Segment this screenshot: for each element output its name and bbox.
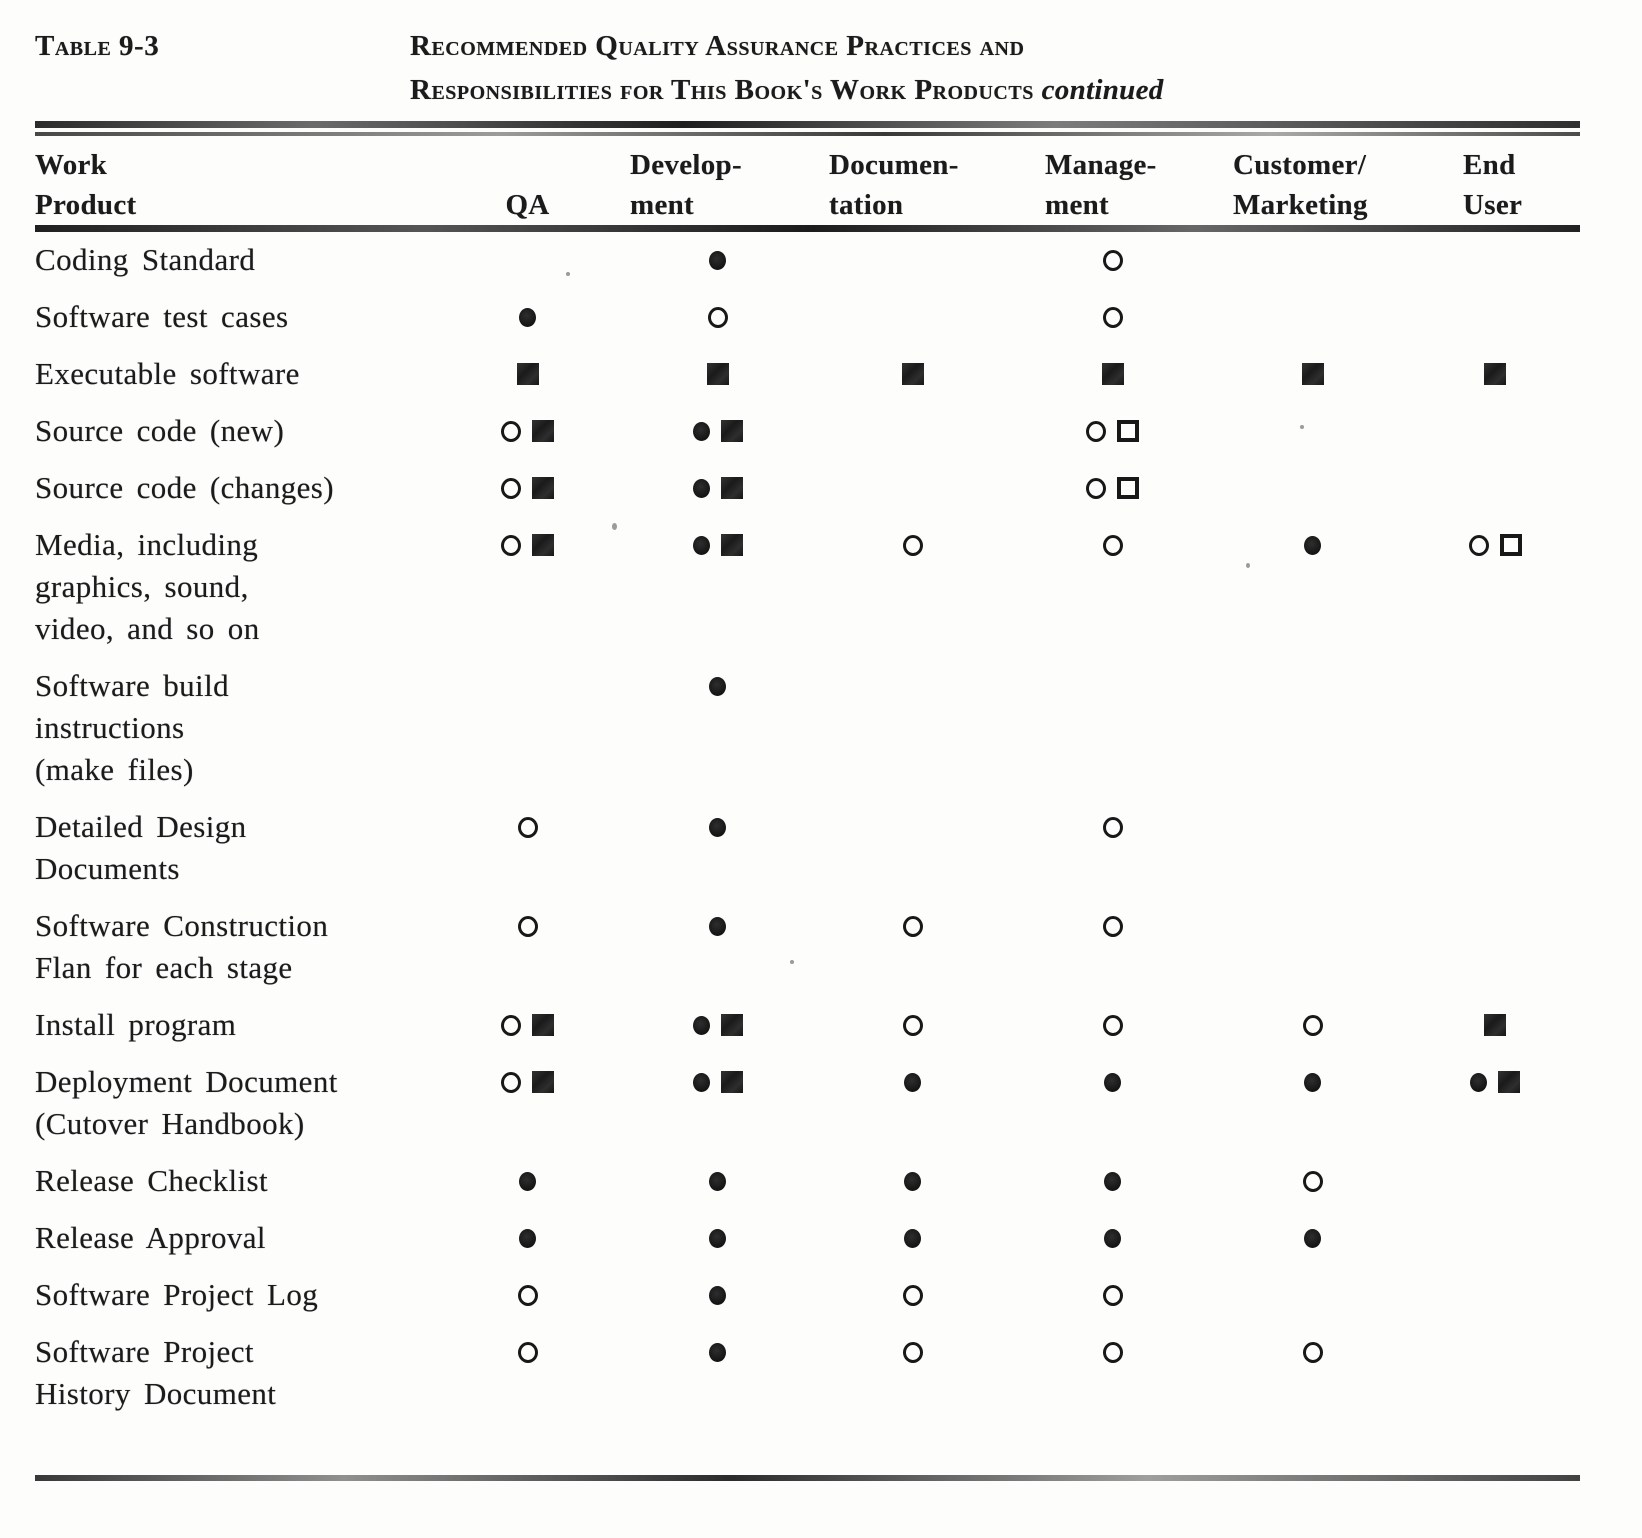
cell-end_user xyxy=(1410,353,1580,395)
cell-qa xyxy=(435,1004,620,1046)
cell-end_user xyxy=(1410,524,1580,566)
work-product-label-line: Detailed Design xyxy=(35,809,247,844)
table-row xyxy=(35,905,1580,989)
work-product-label xyxy=(35,296,435,338)
work-product-label xyxy=(35,1061,435,1145)
work-product-label xyxy=(35,467,435,509)
filled-square-symbol xyxy=(517,363,539,385)
cell-development xyxy=(620,1217,815,1259)
filled-circle-symbol xyxy=(709,1229,726,1248)
cell-management xyxy=(1010,806,1215,848)
work-product-label-line: Coding Standard xyxy=(35,242,256,277)
cell-customer_marketing xyxy=(1215,467,1410,509)
work-product-label xyxy=(35,1217,435,1259)
open-circle-symbol xyxy=(1303,1171,1323,1192)
filled-circle-symbol xyxy=(709,917,726,936)
cell-management xyxy=(1010,1061,1215,1103)
column-header-line: Develop- xyxy=(630,149,742,181)
cell-end_user xyxy=(1410,665,1580,707)
filled-circle-symbol xyxy=(1104,1229,1121,1248)
open-circle-symbol xyxy=(518,817,538,838)
work-product-label xyxy=(35,524,435,650)
table-row xyxy=(35,1217,1580,1259)
work-product-label-line: Software build xyxy=(35,668,229,703)
open-circle-symbol xyxy=(501,1015,521,1036)
cell-qa xyxy=(435,665,620,707)
work-product-label-line: Software Construction xyxy=(35,908,329,943)
cell-end_user xyxy=(1410,467,1580,509)
cell-qa xyxy=(435,410,620,452)
work-product-label-line: Deployment Document xyxy=(35,1064,338,1099)
cell-documentation xyxy=(815,1160,1010,1202)
table-row xyxy=(35,296,1580,338)
work-product-label-line: History Document xyxy=(35,1376,277,1411)
open-circle-symbol xyxy=(1103,250,1123,271)
cell-documentation xyxy=(815,1004,1010,1046)
cell-documentation xyxy=(815,524,1010,566)
open-circle-symbol xyxy=(501,421,521,442)
cell-end_user xyxy=(1410,1217,1580,1259)
table-row xyxy=(35,353,1580,395)
filled-circle-symbol xyxy=(1470,1073,1487,1092)
open-circle-symbol xyxy=(518,1342,538,1363)
cell-customer_marketing xyxy=(1215,410,1410,452)
cell-documentation xyxy=(815,806,1010,848)
cell-documentation xyxy=(815,1274,1010,1316)
cell-qa xyxy=(435,467,620,509)
filled-square-symbol xyxy=(707,363,729,385)
work-product-label xyxy=(35,353,435,395)
scan-speck xyxy=(1246,563,1250,568)
filled-circle-symbol xyxy=(519,308,536,327)
cell-customer_marketing xyxy=(1215,1331,1410,1373)
filled-square-symbol xyxy=(532,1014,554,1036)
work-product-label xyxy=(35,1331,435,1415)
cell-management xyxy=(1010,905,1215,947)
work-product-label-line: Media, including xyxy=(35,527,259,562)
column-header-qa xyxy=(435,145,620,225)
filled-circle-symbol xyxy=(709,818,726,837)
cell-customer_marketing xyxy=(1215,905,1410,947)
cell-management xyxy=(1010,1331,1215,1373)
scan-speck xyxy=(566,272,570,276)
open-circle-symbol xyxy=(903,1342,923,1363)
top-double-rule-lower xyxy=(35,132,1580,136)
cell-management xyxy=(1010,665,1215,707)
cell-qa xyxy=(435,1331,620,1373)
cell-end_user xyxy=(1410,1274,1580,1316)
cell-documentation xyxy=(815,239,1010,281)
filled-square-symbol xyxy=(1484,1014,1506,1036)
open-circle-symbol xyxy=(1469,535,1489,556)
work-product-label-line: Software Project Log xyxy=(35,1277,319,1312)
open-circle-symbol xyxy=(903,535,923,556)
work-product-label-line: graphics, sound, xyxy=(35,569,249,604)
open-circle-symbol xyxy=(1103,307,1123,328)
cell-documentation xyxy=(815,1331,1010,1373)
table-row xyxy=(35,1160,1580,1202)
table-number-label: Table 9-3 xyxy=(35,30,160,62)
filled-circle-symbol xyxy=(1104,1073,1121,1092)
cell-development xyxy=(620,1061,815,1103)
cell-end_user xyxy=(1410,1061,1580,1103)
column-header-line: Customer/ xyxy=(1233,149,1367,181)
filled-circle-symbol xyxy=(693,1073,710,1092)
open-circle-symbol xyxy=(501,1072,521,1093)
cell-management xyxy=(1010,410,1215,452)
open-circle-symbol xyxy=(1103,535,1123,556)
filled-circle-symbol xyxy=(709,1286,726,1305)
work-product-label-line: Release Approval xyxy=(35,1220,266,1255)
work-product-label-line: Software test cases xyxy=(35,299,289,334)
table-row xyxy=(35,665,1580,791)
cell-documentation xyxy=(815,1217,1010,1259)
table-title-continued: continued xyxy=(1041,74,1164,106)
cell-development xyxy=(620,905,815,947)
table-row xyxy=(35,1274,1580,1316)
cell-development xyxy=(620,1004,815,1046)
cell-qa xyxy=(435,1160,620,1202)
open-circle-symbol xyxy=(1303,1015,1323,1036)
work-product-label-line: video, and so on xyxy=(35,611,260,646)
column-header-line: ment xyxy=(630,189,695,221)
cell-qa xyxy=(435,806,620,848)
cell-customer_marketing xyxy=(1215,296,1410,338)
table-header-row xyxy=(35,145,1580,225)
cell-qa xyxy=(435,239,620,281)
cell-management xyxy=(1010,467,1215,509)
filled-square-symbol xyxy=(721,534,743,556)
open-circle-symbol xyxy=(1103,1285,1123,1306)
cell-customer_marketing xyxy=(1215,353,1410,395)
cell-development xyxy=(620,296,815,338)
cell-end_user xyxy=(1410,806,1580,848)
work-product-label-line: Release Checklist xyxy=(35,1163,269,1198)
scan-speck xyxy=(1300,425,1304,429)
table-title-line1: Recommended Quality Assurance Practices and xyxy=(410,30,1025,62)
filled-square-symbol xyxy=(1102,363,1124,385)
column-header-line: End xyxy=(1463,149,1516,181)
table-row xyxy=(35,410,1580,452)
table-bottom-rule xyxy=(35,1475,1580,1481)
scan-speck xyxy=(612,523,617,530)
cell-management xyxy=(1010,239,1215,281)
open-circle-symbol xyxy=(903,1285,923,1306)
filled-circle-symbol xyxy=(904,1073,921,1092)
work-product-label-line: Executable software xyxy=(35,356,300,391)
open-square-symbol xyxy=(1500,534,1522,556)
cell-development xyxy=(620,1331,815,1373)
column-header-line: User xyxy=(1463,189,1523,221)
column-header-line: QA xyxy=(505,189,550,221)
cell-customer_marketing xyxy=(1215,1004,1410,1046)
column-header-documentation xyxy=(815,145,1010,225)
cell-customer_marketing xyxy=(1215,524,1410,566)
filled-circle-symbol xyxy=(693,422,710,441)
cell-qa xyxy=(435,524,620,566)
open-circle-symbol xyxy=(501,478,521,499)
work-product-label xyxy=(35,1160,435,1202)
open-circle-symbol xyxy=(518,916,538,937)
cell-qa xyxy=(435,1274,620,1316)
cell-development xyxy=(620,239,815,281)
filled-circle-symbol xyxy=(904,1172,921,1191)
table-row xyxy=(35,1331,1580,1415)
filled-circle-symbol xyxy=(1304,1073,1321,1092)
cell-customer_marketing xyxy=(1215,239,1410,281)
open-circle-symbol xyxy=(1086,421,1106,442)
open-circle-symbol xyxy=(1103,916,1123,937)
filled-circle-symbol xyxy=(519,1229,536,1248)
cell-development xyxy=(620,467,815,509)
open-circle-symbol xyxy=(1303,1342,1323,1363)
cell-development xyxy=(620,806,815,848)
open-square-symbol xyxy=(1117,477,1139,499)
work-product-label-line: Documents xyxy=(35,851,180,886)
filled-circle-symbol xyxy=(1104,1172,1121,1191)
column-header-end_user xyxy=(1410,145,1580,225)
work-product-label-line: Software Project xyxy=(35,1334,254,1369)
cell-end_user xyxy=(1410,410,1580,452)
cell-customer_marketing xyxy=(1215,1274,1410,1316)
column-header-line: Marketing xyxy=(1233,189,1368,221)
table-row xyxy=(35,806,1580,890)
cell-documentation xyxy=(815,1061,1010,1103)
cell-development xyxy=(620,353,815,395)
filled-circle-symbol xyxy=(709,1343,726,1362)
work-product-label xyxy=(35,1274,435,1316)
cell-management xyxy=(1010,1004,1215,1046)
table-title-line2-wrap xyxy=(410,68,1164,112)
open-square-symbol xyxy=(1117,420,1139,442)
column-header-line: Work xyxy=(35,149,108,181)
filled-circle-symbol xyxy=(709,1172,726,1191)
filled-circle-symbol xyxy=(519,1172,536,1191)
cell-documentation xyxy=(815,353,1010,395)
cell-end_user xyxy=(1410,1160,1580,1202)
open-circle-symbol xyxy=(708,307,728,328)
work-product-label-line: Source code (new) xyxy=(35,413,285,448)
column-header-line: tation xyxy=(829,189,904,221)
header-bottom-rule xyxy=(35,225,1580,232)
column-header-line: Manage- xyxy=(1045,149,1157,181)
filled-square-symbol xyxy=(532,420,554,442)
table-row xyxy=(35,1061,1580,1145)
cell-development xyxy=(620,410,815,452)
cell-development xyxy=(620,665,815,707)
column-header-line: Product xyxy=(35,189,137,221)
filled-square-symbol xyxy=(1484,363,1506,385)
filled-square-symbol xyxy=(1498,1071,1520,1093)
cell-qa xyxy=(435,296,620,338)
work-product-label-line: Install program xyxy=(35,1007,237,1042)
filled-square-symbol xyxy=(532,1071,554,1093)
cell-end_user xyxy=(1410,1004,1580,1046)
open-circle-symbol xyxy=(903,1015,923,1036)
work-product-label xyxy=(35,1004,435,1046)
column-header-work_product xyxy=(35,145,435,225)
cell-qa xyxy=(435,1061,620,1103)
column-header-customer_marketing xyxy=(1215,145,1410,225)
column-header-line: Documen- xyxy=(829,149,959,181)
filled-circle-symbol xyxy=(709,677,726,696)
cell-development xyxy=(620,524,815,566)
cell-qa xyxy=(435,905,620,947)
table-caption xyxy=(0,0,1642,112)
column-header-development xyxy=(620,145,815,225)
filled-square-symbol xyxy=(721,1071,743,1093)
filled-circle-symbol xyxy=(693,479,710,498)
filled-square-symbol xyxy=(721,420,743,442)
cell-development xyxy=(620,1274,815,1316)
filled-square-symbol xyxy=(532,534,554,556)
open-circle-symbol xyxy=(1103,1342,1123,1363)
filled-square-symbol xyxy=(532,477,554,499)
filled-square-symbol xyxy=(1302,363,1324,385)
cell-qa xyxy=(435,353,620,395)
cell-management xyxy=(1010,296,1215,338)
column-header-line: ment xyxy=(1045,189,1110,221)
table-body xyxy=(0,239,1642,1415)
cell-customer_marketing xyxy=(1215,806,1410,848)
table-row xyxy=(35,1004,1580,1046)
filled-circle-symbol xyxy=(904,1229,921,1248)
cell-documentation xyxy=(815,296,1010,338)
cell-customer_marketing xyxy=(1215,1160,1410,1202)
cell-management xyxy=(1010,1160,1215,1202)
cell-end_user xyxy=(1410,239,1580,281)
cell-customer_marketing xyxy=(1215,1217,1410,1259)
work-product-label-line: Source code (changes) xyxy=(35,470,334,505)
cell-end_user xyxy=(1410,905,1580,947)
cell-end_user xyxy=(1410,1331,1580,1373)
table-row xyxy=(35,467,1580,509)
cell-documentation xyxy=(815,905,1010,947)
work-product-label-line: Flan for each stage xyxy=(35,950,293,985)
cell-documentation xyxy=(815,410,1010,452)
work-product-label xyxy=(35,239,435,281)
open-circle-symbol xyxy=(903,916,923,937)
table-title xyxy=(410,24,1164,112)
open-circle-symbol xyxy=(518,1285,538,1306)
filled-circle-symbol xyxy=(1304,1229,1321,1248)
cell-end_user xyxy=(1410,296,1580,338)
cell-development xyxy=(620,1160,815,1202)
column-header-management xyxy=(1010,145,1215,225)
filled-circle-symbol xyxy=(709,251,726,270)
filled-square-symbol xyxy=(721,477,743,499)
filled-circle-symbol xyxy=(693,1016,710,1035)
open-circle-symbol xyxy=(501,535,521,556)
work-product-label-line: (make files) xyxy=(35,752,194,787)
table-row xyxy=(35,239,1580,281)
cell-documentation xyxy=(815,467,1010,509)
table-row xyxy=(35,524,1580,650)
cell-management xyxy=(1010,524,1215,566)
work-product-label-line: (Cutover Handbook) xyxy=(35,1106,305,1141)
work-product-label xyxy=(35,410,435,452)
table-title-line2: Responsibilities for This Book's Work Products xyxy=(410,74,1034,106)
work-product-label xyxy=(35,905,435,989)
open-circle-symbol xyxy=(1086,478,1106,499)
cell-customer_marketing xyxy=(1215,1061,1410,1103)
work-product-label xyxy=(35,806,435,890)
top-double-rule-upper xyxy=(35,121,1580,128)
open-circle-symbol xyxy=(1103,817,1123,838)
cell-management xyxy=(1010,1217,1215,1259)
filled-square-symbol xyxy=(902,363,924,385)
filled-circle-symbol xyxy=(693,536,710,555)
open-circle-symbol xyxy=(1103,1015,1123,1036)
filled-square-symbol xyxy=(721,1014,743,1036)
scan-speck xyxy=(790,960,794,964)
filled-circle-symbol xyxy=(1304,536,1321,555)
cell-management xyxy=(1010,1274,1215,1316)
cell-qa xyxy=(435,1217,620,1259)
work-product-label-line: instructions xyxy=(35,710,185,745)
cell-documentation xyxy=(815,665,1010,707)
cell-customer_marketing xyxy=(1215,665,1410,707)
work-product-label xyxy=(35,665,435,791)
cell-management xyxy=(1010,353,1215,395)
